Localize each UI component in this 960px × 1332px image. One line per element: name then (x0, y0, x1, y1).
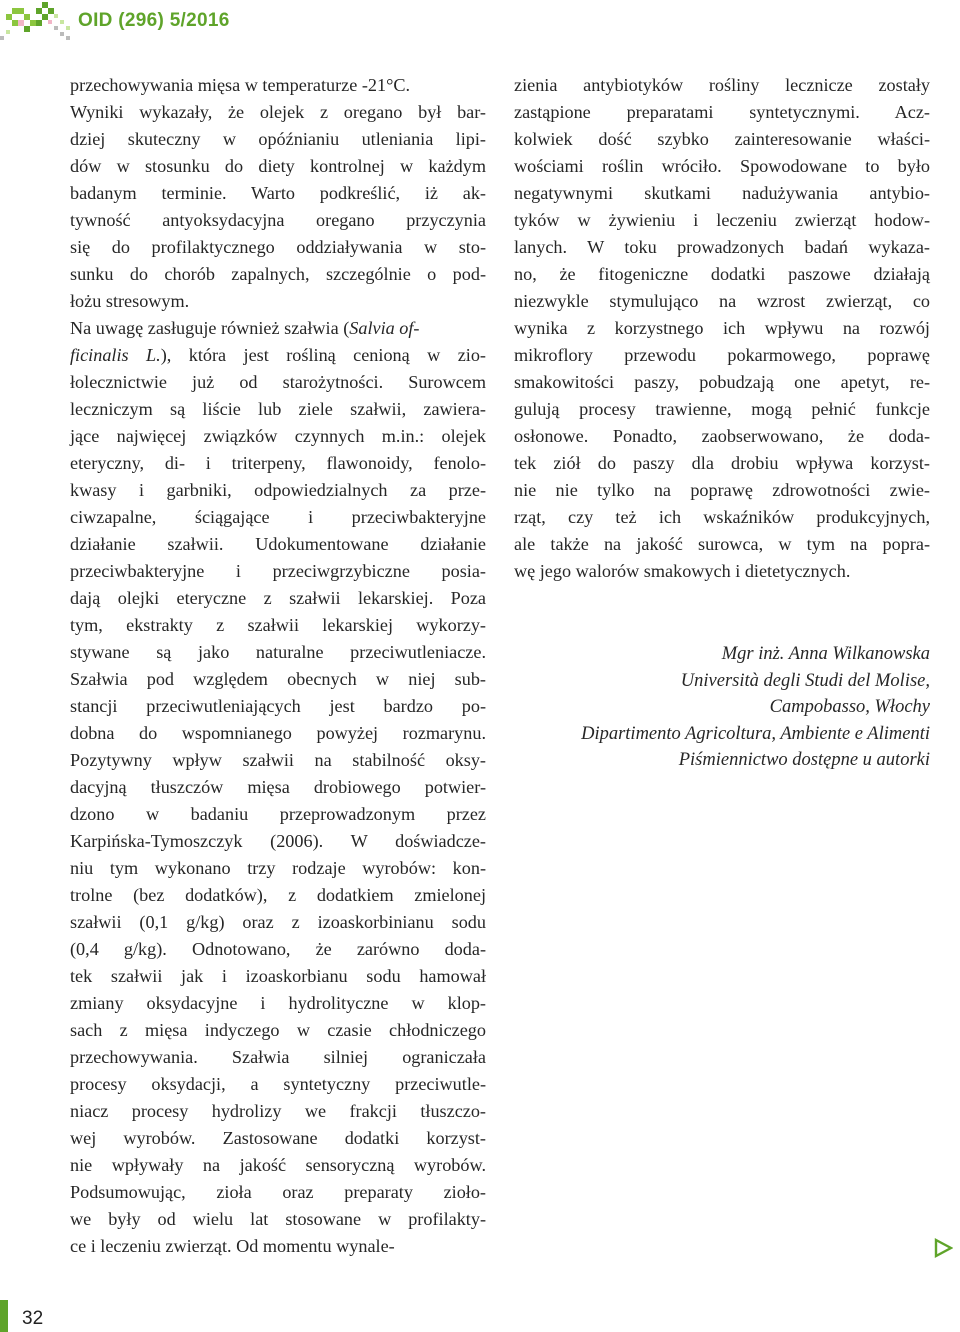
text-line: Szałwia pod względem obecnych w niej sub- (70, 669, 486, 689)
pixel-leaf-logo-icon (0, 0, 78, 44)
text-line: zienia antybiotyków rośliny lecznicze zostały (514, 75, 930, 95)
text-line: (0,4 g/kg). Odnotowano, że zarówno doda- (70, 939, 486, 959)
text-line: Na uwagę zasługuje również szałwia (Salvia of- (70, 318, 420, 338)
text-line: kolwiek dość szybko zainteresowanie właści- (514, 129, 930, 149)
latin-name: ficinalis L. (70, 345, 161, 365)
text-line: przeciwbakteryjne i przeciwgrzybiczne posia- (70, 561, 486, 581)
text-line: niezwykle stymulująco na wzrost zwierząt, co (514, 291, 930, 311)
text-line: wę jego walorów smakowych i dietetycznych. (514, 561, 851, 581)
text-line: niacz procesy hydrolizy we frakcji tłuszczo- (70, 1101, 486, 1121)
text-line: rząt, czy też ich wskaźników produkcyjnych, (514, 507, 930, 527)
text-line: negatywnymi skutkami nadużywania antybio- (514, 183, 930, 203)
text-line: wynika z korzystnego ich wpływu na rozwój (514, 318, 930, 338)
text-line: lanych. W toku prowadzonych badań wykaza- (514, 237, 930, 257)
text-line: tek szałwii jak i izoaskorbianu sodu hamował (70, 966, 486, 986)
text-line: stancji przeciwutleniających jest bardzo po- (70, 696, 486, 716)
text-line: procesy oksydacji, a syntetyczny przeciwutle- (70, 1074, 486, 1094)
text-line: szałwii (0,1 g/kg) oraz z izoaskorbinianu sodu (70, 912, 486, 932)
text-line: mikroflory przewodu pokarmowego, poprawę (514, 345, 930, 365)
latin-name: Salvia of- (349, 318, 420, 338)
right-column (514, 72, 930, 585)
text-line: nie wpływały na jakość sensoryczną wyrobów. (70, 1155, 486, 1175)
text-line: tywność antyoksydacyjna oregano przyczynia (70, 210, 486, 230)
text-line: dziej skuteczny w opóźnianiu utleniania lipi- (70, 129, 486, 149)
text-line: ce i leczeniu zwierząt. Od momentu wynale- (70, 1236, 395, 1256)
text-line: jące najwięcej związków czynnych m.in.: olejek (70, 426, 486, 446)
text-line: zastąpione preparatami syntetycznymi. Acz- (514, 102, 930, 122)
text-line: przechowywania mięsa w temperaturze -21°C. (70, 75, 411, 95)
author-note: Piśmiennictwo dostępne u autorki (678, 750, 930, 770)
text-line: łożu stresowym. (70, 291, 190, 311)
text-line: leczniczym są liście lub ziele szałwii, zawiera- (70, 399, 486, 419)
text-line: ciwzapalne, ściągające i przeciwbakteryjne (70, 507, 486, 527)
text-line: niu tym wykonano trzy rodzaje wyrobów: kon- (70, 858, 486, 878)
left-column (70, 72, 486, 1260)
text-line: dzono w badaniu przeprowadzonym przez (70, 804, 486, 824)
text-line: zmiany oksydacyjne i hydrolityczne w klop- (70, 993, 486, 1013)
text-line: gulują procesy trawienne, mogą pełnić funkcje (514, 399, 930, 419)
text-line: sach z mięsa indyczego w czasie chłodniczego (70, 1020, 486, 1040)
text-line: tek ziół do paszy dla drobiu wpływa korzyst- (514, 453, 930, 473)
text-line: wościami roślin wróciło. Spowodowane to było (514, 156, 930, 176)
text-line: sunku do chorób zapalnych, szczególnie o pod- (70, 264, 486, 284)
text-line: Podsumowując, zioła oraz preparaty zioło- (70, 1182, 486, 1202)
text-line: trolne (bez dodatków), z dodatkiem zmielonej (70, 885, 486, 905)
text-line: dają olejki eteryczne z szałwii lekarskiej. Poza (70, 588, 486, 608)
text-line: tym, ekstrakty z szałwii lekarskiej wykorzy- (70, 615, 486, 635)
text-line: dobna do wspomnianego powyżej rozmarynu. (70, 723, 486, 743)
text-line: działanie szałwii. Udokumentowane działanie (70, 534, 486, 554)
text-line: stywane są jako naturalne przeciwutleniacze. (70, 642, 486, 662)
journal-header: OID (296) 5/2016 (78, 10, 230, 31)
text-line: no, że fitogeniczne dodatki paszowe działają (514, 264, 930, 284)
text-line: Pozytywny wpływ szałwii na stabilność oksy- (70, 750, 486, 770)
text-line: dacyjną tłuszczów mięsa drobiowego potwier- (70, 777, 486, 797)
text-line: osłonowe. Ponadto, zaobserwowano, że doda- (514, 426, 930, 446)
text-line: badanym terminie. Warto podkreślić, iż ak- (70, 183, 486, 203)
next-page-arrow-icon[interactable] (933, 1238, 953, 1258)
text-line: dów w stosunku do diety kontrolnej w każdym (70, 156, 486, 176)
text-line: nie nie tylko na poprawę zdrowotności zwie- (514, 480, 930, 500)
footer-accent-bar (0, 1300, 8, 1332)
text-line: Wyniki wykazały, że olejek z oregano był bar- (70, 102, 486, 122)
text-line: wej wyrobów. Zastosowane dodatki korzyst- (70, 1128, 486, 1148)
text-line: eteryczny, di- i triterpeny, flawonoidy, fenolo- (70, 453, 486, 473)
text-line: się do profilaktycznego oddziaływania w sto- (70, 237, 486, 257)
author-university: Università degli Studi del Molise, (680, 670, 930, 691)
text-line: ficinalis L.), która jest rośliną cenioną w zio- (70, 345, 486, 365)
text-line: Karpińska-Tymoszczyk (2006). W doświadcze- (70, 831, 486, 851)
text-line: tyków w żywieniu i leczeniu zwierząt hodow- (514, 210, 930, 230)
text-line: we były od wielu lat stosowane w profilakty- (70, 1209, 486, 1229)
text-line: ale także na jakość surowca, w tym na popra- (514, 534, 930, 554)
author-city: Campobasso, Włochy (769, 697, 930, 717)
text-line: łolecznictwie już od starożytności. Surowcem (70, 372, 486, 392)
author-block (500, 641, 930, 774)
text-line: smakowitości paszy, pobudzają one apetyt, re- (514, 372, 930, 392)
author-department: Dipartimento Agricoltura, Ambiente e Alimenti (581, 723, 930, 744)
text-line: kwasy i garbniki, odpowiedzialnych za prze- (70, 480, 486, 500)
text-line: przechowywania. Szałwia silniej ograniczała (70, 1047, 486, 1067)
page-number: 32 (22, 1308, 44, 1329)
author-name: Mgr inż. Anna Wilkanowska (721, 644, 930, 664)
